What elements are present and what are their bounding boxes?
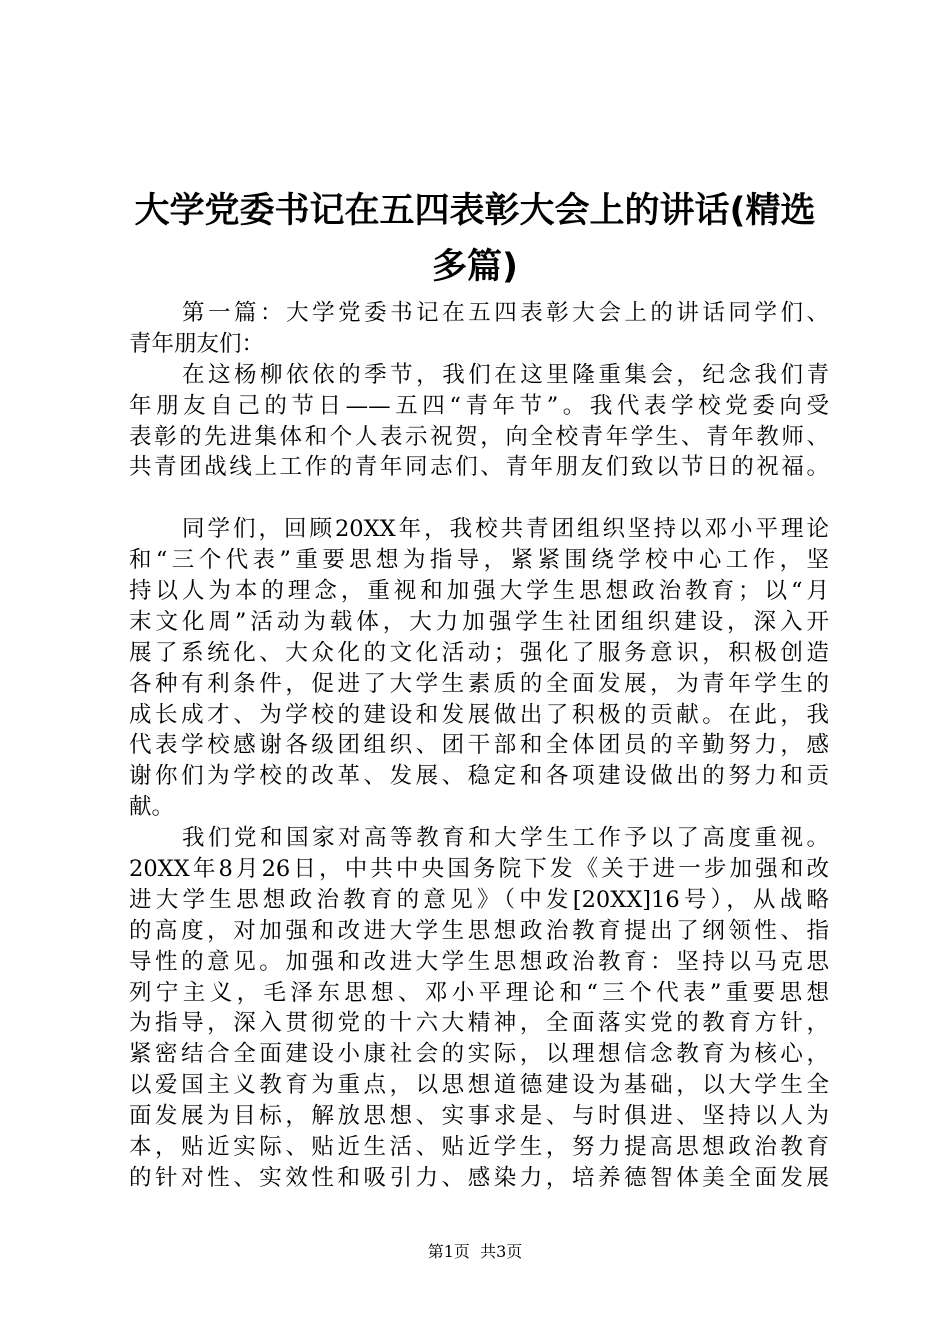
body-line: 以爱国主义教育为重点，以思想道德建设为基础，以大学生全 — [129, 1072, 829, 1099]
body-line: 第一篇：大学党委书记在五四表彰大会上的讲话同学们、 — [182, 300, 829, 326]
body-line: 进大学生思想政治教育的意见》（中发[20XX]16号），从战略 — [129, 886, 829, 913]
body-line: 和“三个代表”重要思想为指导，紧紧围绕学校中心工作，坚 — [129, 547, 829, 574]
body-line: 在这杨柳依依的季节，我们在这里隆重集会，纪念我们青 — [182, 361, 829, 388]
body-line: 我们党和国家对高等教育和大学生工作予以了高度重视。 — [182, 825, 829, 852]
body-line: 20XX年8月26日，中共中央国务院下发《关于进一步加强和改 — [129, 856, 829, 883]
body-line: 同学们，回顾20XX年，我校共青团组织坚持以邓小平理论 — [182, 516, 829, 543]
body-line: 年朋友自己的节日——五四“青年节”。我代表学校党委向受 — [129, 392, 829, 419]
body-line: 成长成才、为学校的建设和发展做出了积极的贡献。在此，我 — [129, 701, 829, 728]
body-line: 各种有利条件，促进了大学生素质的全面发展，为青年学生的 — [129, 670, 829, 697]
body-line: 面发展为目标，解放思想、实事求是、与时俱进、坚持以人为 — [129, 1103, 829, 1130]
body-line: 的针对性、实效性和吸引力、感染力，培养德智体美全面发展 — [129, 1164, 829, 1191]
document-body — [129, 298, 829, 1194]
body-line: 的高度，对加强和改进大学生思想政治教育提出了纲领性、指 — [129, 917, 829, 944]
body-line: 持以人为本的理念，重视和加强大学生思想政治教育；以“月 — [129, 578, 829, 605]
body-line: 代表学校感谢各级团组织、团干部和全体团员的辛勤努力，感 — [129, 732, 829, 759]
body-line: 献。 — [129, 794, 175, 821]
body-line: 列宁主义，毛泽东思想、邓小平理论和“三个代表”重要思想 — [129, 979, 829, 1006]
body-line: 导性的意见。加强和改进大学生思想政治教育：坚持以马克思 — [129, 948, 829, 975]
document-title-line-2: 多篇) — [432, 247, 518, 287]
body-line: 共青团战线上工作的青年同志们、青年朋友们致以节日的祝福。 — [129, 454, 829, 481]
body-line: 紧密结合全面建设小康社会的实际，以理想信念教育为核心， — [129, 1041, 829, 1068]
body-line: 为指导，深入贯彻党的十六大精神，全面落实党的教育方针， — [129, 1010, 829, 1037]
blank-line — [129, 483, 829, 514]
body-line: 表彰的先进集体和个人表示祝贺，向全校青年学生、青年教师、 — [129, 423, 829, 450]
page-number-footer: 第1页 共3页 — [427, 1242, 523, 1261]
body-line: 谢你们为学校的改革、发展、稳定和各项建设做出的努力和贡 — [129, 763, 829, 790]
body-line: 展了系统化、大众化的文化活动；强化了服务意识，积极创造 — [129, 639, 829, 666]
document-title-line-1: 大学党委书记在五四表彰大会上的讲话(精选 — [134, 191, 816, 231]
body-line: 末文化周”活动为载体，大力加强学生社团组织建设，深入开 — [129, 608, 829, 635]
body-line: 本，贴近实际、贴近生活、贴近学生，努力提高思想政治教育 — [129, 1134, 829, 1161]
body-line: 青年朋友们： — [129, 330, 265, 357]
